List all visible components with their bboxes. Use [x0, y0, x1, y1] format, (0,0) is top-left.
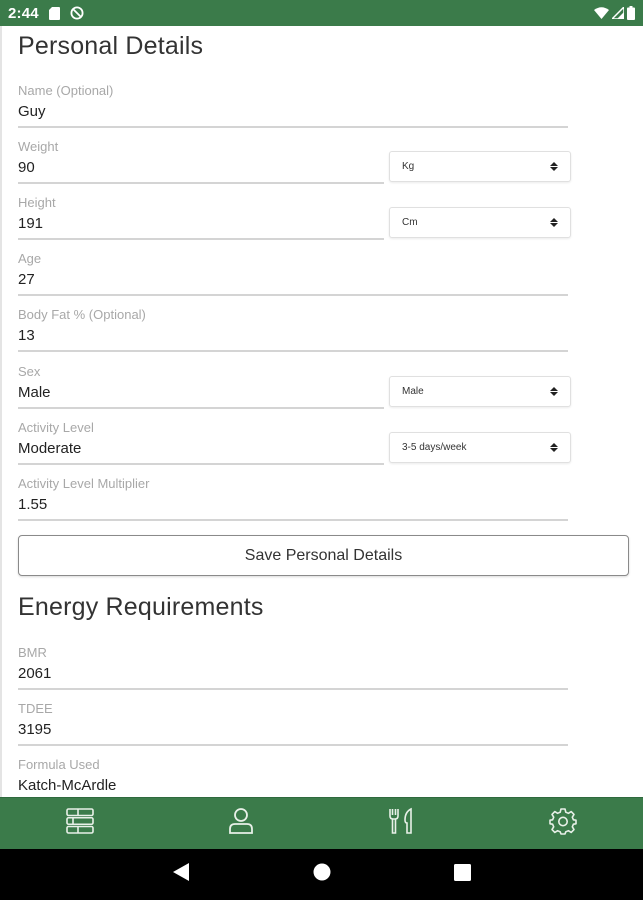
do-not-disturb-icon [70, 6, 84, 20]
body-fat-input[interactable]: 13 [18, 327, 35, 344]
weight-field[interactable] [18, 139, 58, 178]
bmr-field [18, 645, 51, 684]
age-field[interactable] [18, 251, 41, 290]
personal-details-title: Personal Details [18, 32, 204, 60]
select-arrows-icon [550, 162, 558, 171]
activity-level-underline [18, 463, 384, 465]
settings-icon [549, 807, 577, 840]
cell-signal-icon [612, 7, 624, 19]
activity-level-select[interactable] [389, 432, 571, 463]
save-personal-details-button[interactable]: Save Personal Details [18, 535, 629, 576]
age-underline [18, 294, 568, 296]
settings-content[interactable] [0, 26, 643, 797]
age-input[interactable]: 27 [18, 271, 35, 288]
recents-square-icon [454, 864, 471, 886]
body-fat-field[interactable] [18, 307, 146, 346]
height-unit-select[interactable] [389, 207, 571, 238]
weight-underline [18, 182, 384, 184]
android-back-button[interactable] [161, 855, 201, 895]
left-edge-divider [0, 26, 2, 797]
status-bar [0, 0, 643, 26]
weight-label: Weight [18, 139, 59, 154]
activity-multiplier-label: Activity Level Multiplier [18, 476, 150, 491]
name-input[interactable]: Guy [18, 103, 46, 120]
wifi-icon [594, 7, 609, 19]
sex-underline [18, 407, 384, 409]
energy-requirements-title: Energy Requirements [18, 593, 264, 621]
body-fat-label: Body Fat % (Optional) [18, 307, 146, 322]
sex-select-value: Male [402, 386, 424, 397]
bottom-navigation [0, 797, 643, 849]
android-navigation-bar [0, 849, 643, 900]
tdee-field [18, 701, 53, 740]
name-label: Name (Optional) [18, 83, 114, 98]
bmr-value: 2061 [18, 665, 52, 682]
tdee-value: 3195 [18, 721, 52, 738]
status-time: 2:44 [8, 4, 39, 22]
name-field[interactable] [18, 83, 113, 122]
select-arrows-icon [550, 443, 558, 452]
sex-field[interactable] [18, 364, 51, 403]
log-list-icon [66, 808, 94, 839]
formula-value: Katch-McArdle [18, 777, 117, 794]
tdee-label: TDEE [18, 701, 53, 716]
activity-multiplier-underline [18, 519, 568, 521]
height-label: Height [18, 195, 56, 210]
android-recents-button[interactable] [443, 855, 483, 895]
height-unit-value: Cm [402, 217, 418, 228]
weight-input[interactable]: 90 [18, 159, 35, 176]
select-arrows-icon [550, 218, 558, 227]
height-underline [18, 238, 384, 240]
bmr-label: BMR [18, 645, 47, 660]
sex-select[interactable] [389, 376, 571, 407]
weight-unit-value: Kg [402, 161, 415, 172]
sd-card-icon [49, 7, 60, 20]
formula-field [18, 757, 116, 796]
nav-item-log[interactable] [0, 798, 161, 849]
name-underline [18, 126, 568, 128]
nav-item-profile[interactable] [161, 798, 322, 849]
select-arrows-icon [550, 387, 558, 396]
home-circle-icon [313, 863, 331, 886]
battery-icon [627, 6, 635, 20]
height-input[interactable]: 191 [18, 215, 44, 232]
activity-multiplier-field[interactable] [18, 476, 150, 515]
activity-level-label: Activity Level [18, 420, 94, 435]
food-icon [388, 807, 416, 840]
tdee-underline [18, 744, 568, 746]
activity-level-field[interactable] [18, 420, 94, 459]
profile-icon [228, 807, 254, 840]
back-triangle-icon [173, 863, 189, 886]
bmr-underline [18, 688, 568, 690]
nav-item-food[interactable] [322, 798, 483, 849]
weight-unit-select[interactable] [389, 151, 571, 182]
sex-label: Sex [18, 364, 41, 379]
sex-input[interactable]: Male [18, 384, 51, 401]
formula-label: Formula Used [18, 757, 100, 772]
age-label: Age [18, 251, 42, 266]
body-fat-underline [18, 350, 568, 352]
activity-multiplier-input[interactable]: 1.55 [18, 496, 48, 513]
height-field[interactable] [18, 195, 56, 234]
activity-level-select-value: 3-5 days/week [402, 442, 467, 453]
nav-item-settings[interactable] [482, 798, 643, 849]
android-home-button[interactable] [302, 855, 342, 895]
activity-level-input[interactable]: Moderate [18, 440, 82, 457]
